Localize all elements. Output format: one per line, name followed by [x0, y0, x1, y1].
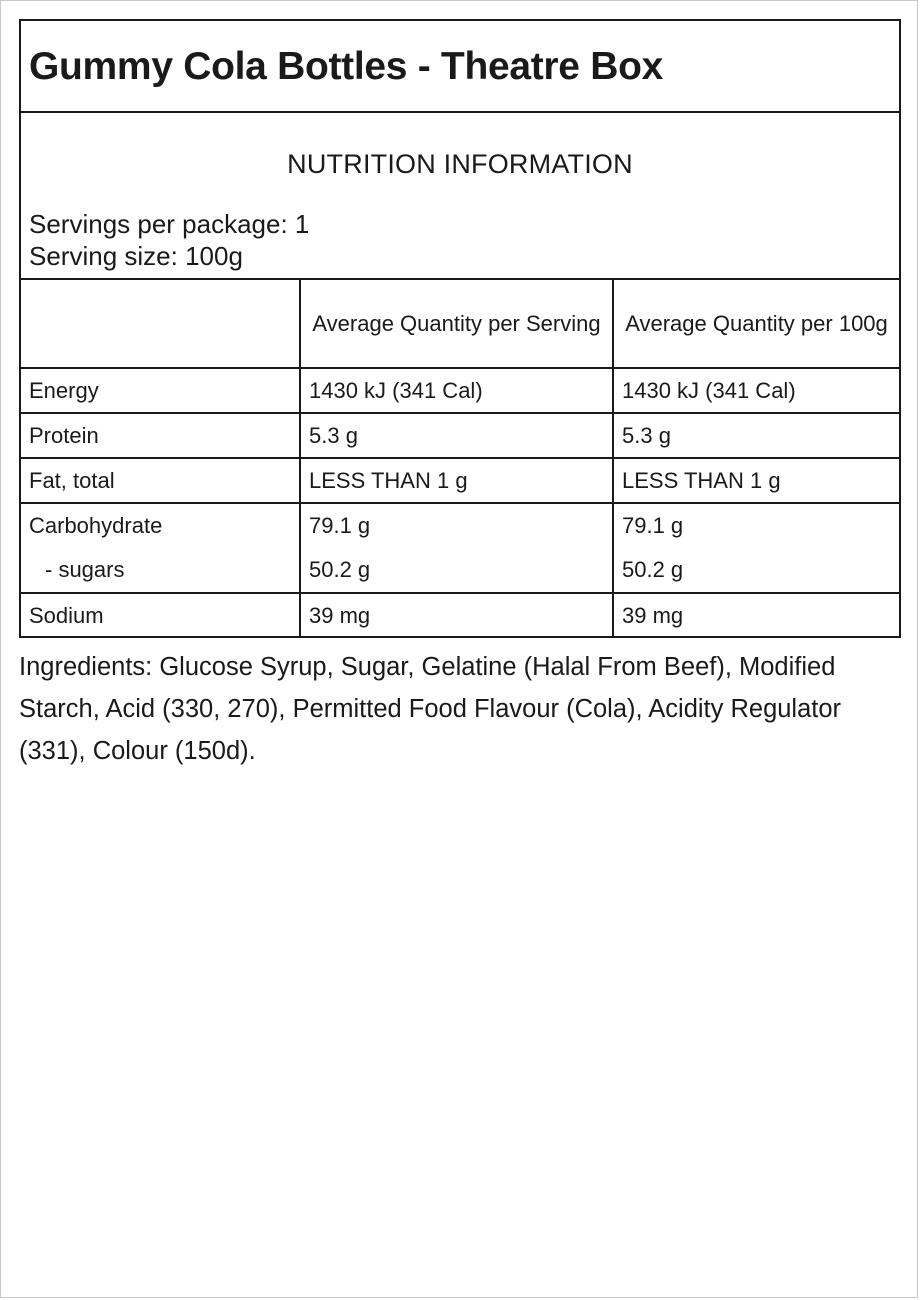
- nutrient-name: Fat, total: [21, 458, 300, 503]
- nutrient-name: Carbohydrate: [29, 513, 163, 538]
- value-per-serving: 39 mg: [300, 593, 613, 638]
- serving-size: Serving size: 100g: [29, 241, 243, 271]
- product-title: Gummy Cola Bottles - Theatre Box: [29, 45, 664, 88]
- header-per-serving: Average Quantity per Serving: [300, 279, 613, 368]
- value-per-100g: 39 mg: [613, 593, 899, 638]
- nutrient-name: Sodium: [21, 593, 300, 638]
- value-per-serving: 79.1 g: [309, 513, 371, 538]
- value-per-serving: LESS THAN 1 g: [300, 458, 613, 503]
- sub-value-per-serving: 50.2 g: [309, 557, 371, 582]
- table-header-row: [21, 279, 899, 368]
- nutrition-heading: NUTRITION INFORMATION: [287, 149, 633, 179]
- header-nutrient: [21, 279, 300, 368]
- table-row-energy: [21, 368, 899, 413]
- value-per-100g: 79.1 g: [622, 513, 684, 538]
- table-row-carbohydrate: [21, 503, 899, 593]
- value-per-100g: LESS THAN 1 g: [613, 458, 899, 503]
- value-per-100g-cell: [613, 503, 899, 593]
- value-per-100g: 1430 kJ (341 Cal): [613, 368, 899, 413]
- nutrient-name: Protein: [21, 413, 300, 458]
- nutrition-table: [21, 278, 899, 638]
- servings-per-package: Servings per package: 1: [29, 209, 310, 239]
- ingredients-text: Ingredients: Glucose Syrup, Sugar, Gelatine (Halal From Beef), Modified Starch, Acid (330, 270), Permitted Food Flavour (Cola), Acidity Regulator (331), Colour (150d).: [19, 653, 842, 765]
- table-row-sodium: [21, 593, 899, 638]
- header-per-100g: Average Quantity per 100g: [613, 279, 899, 368]
- table-row-fat: [21, 458, 899, 503]
- value-per-100g: 5.3 g: [613, 413, 899, 458]
- value-per-serving-cell: [300, 503, 613, 593]
- table-row-protein: [21, 413, 899, 458]
- sub-value-per-100g: 50.2 g: [622, 557, 684, 582]
- value-per-serving: 1430 kJ (341 Cal): [300, 368, 613, 413]
- value-per-serving: 5.3 g: [300, 413, 613, 458]
- sub-nutrient-name: - sugars: [45, 557, 125, 582]
- nutrient-name: Energy: [21, 368, 300, 413]
- nutrient-name-cell: [21, 503, 300, 593]
- product-title-box: [19, 19, 901, 112]
- nutrition-panel: [19, 111, 901, 638]
